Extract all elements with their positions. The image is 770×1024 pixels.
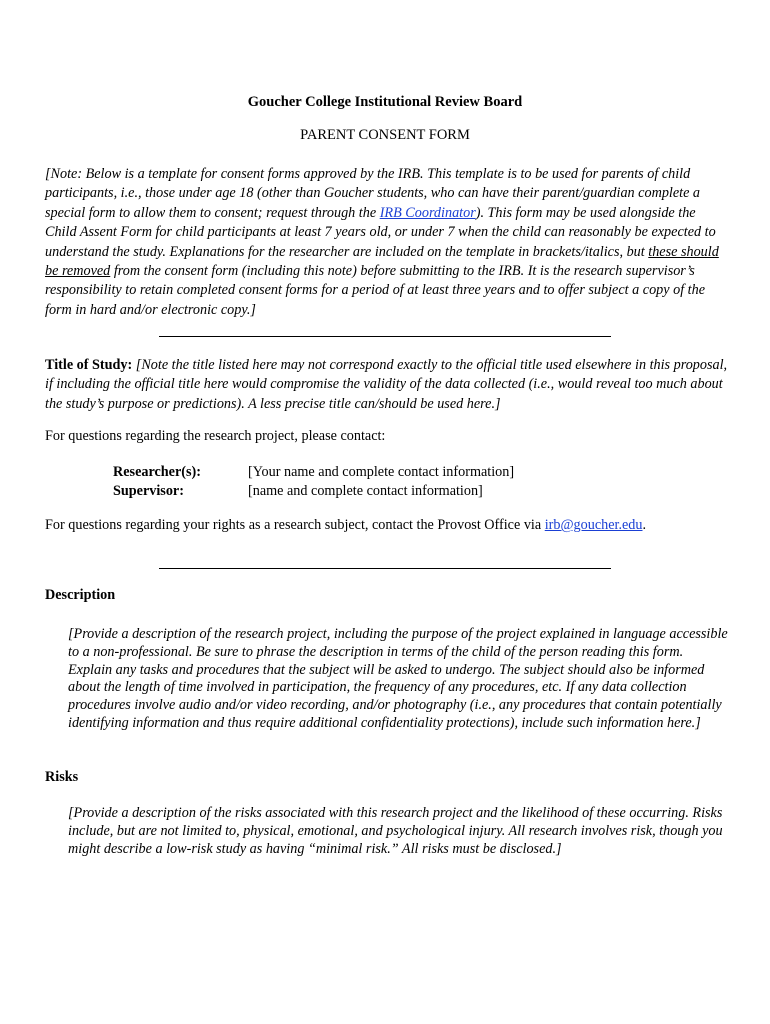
irb-coordinator-link[interactable]: IRB Coordinator [379, 204, 476, 221]
risks-body: [Provide a description of the risks associated with this research project and the likelihood of these occurring. Risks include, but are not limited to, physical, emotional, and psychological injury. All research involves risk, though you might describe a low-risk study as having “minimal risk.” All risks must be disclosed.] [68, 805, 723, 857]
divider-line [159, 568, 611, 569]
institution-heading: Goucher College Institutional Review Board [247, 94, 523, 110]
rights-contact [45, 517, 646, 534]
supervisor-label: Supervisor: [113, 483, 184, 499]
supervisor-value: [name and complete contact information] [248, 483, 483, 499]
rights-suffix: . [642, 517, 647, 533]
title-of-study-label: Title of Study: [45, 357, 133, 373]
contact-intro: For questions regarding the research project, please contact: [45, 428, 386, 444]
description-heading: Description [45, 587, 116, 603]
researcher-row [113, 463, 514, 482]
title-of-study-text: [Note the title listed here may not correspond exactly to the official title used elsewhere in this proposal, if including the official title here would compromise the validity of the data collected (i.e., would reveal too much about the study’s purpose or predictions). A less precise title can/should be used here.] [45, 357, 728, 412]
researcher-label: Researcher(s): [113, 464, 201, 480]
rights-text: For questions regarding your rights as a research subject, contact the Provost Office via [45, 517, 545, 533]
risks-heading: Risks [45, 769, 79, 785]
irb-email-link[interactable]: irb@goucher.edu [544, 517, 643, 533]
description-body: [Provide a description of the research project, including the purpose of the project explained in language accessible to a non-professional. Be sure to phrase the description in terms of the child of the person reading this form. Explain any tasks and procedures that the subject will be asked to undergo. The subject should also be informed about the length of time involved in participation, the frequency of any procedures, etc. If any data collection procedures involve audio and/or video recording, and/or photography (i.e., any procedures that contain potentially identifying information and thus require additional confidentiality protections), include such information here.] [68, 626, 728, 731]
note-underlined-text: these should be removed [45, 243, 719, 280]
supervisor-row [113, 482, 514, 501]
researcher-value: [Your name and complete contact information] [248, 464, 515, 480]
form-title: PARENT CONSENT FORM [300, 127, 470, 143]
divider-line [159, 336, 611, 337]
template-note [45, 165, 729, 320]
contacts-block [113, 463, 514, 501]
note-text-3: from the consent form (including this note) before submitting to the IRB. It is the research supervisor’s responsibility to retain completed consent forms for a period of at least three years and to offer subject a copy of the form in hard and/or electronic copy.] [45, 263, 706, 318]
title-of-study [45, 356, 729, 414]
note-text-1: [Note: Below is a template for consent forms approved by the IRB. This template is to be used for parents of child participants, i.e., those under age 18 (other than Goucher students, who can have their parent/guardian complete a special form to allow them to consent; request through the [45, 166, 701, 221]
note-text-2: ). This form may be used alongside the Child Assent Form for child participants at least 7 years old, or under 7 when the child can reasonably be expected to understand the study. Explanations for the researcher are included on the template in brackets/italics, but [45, 204, 716, 260]
